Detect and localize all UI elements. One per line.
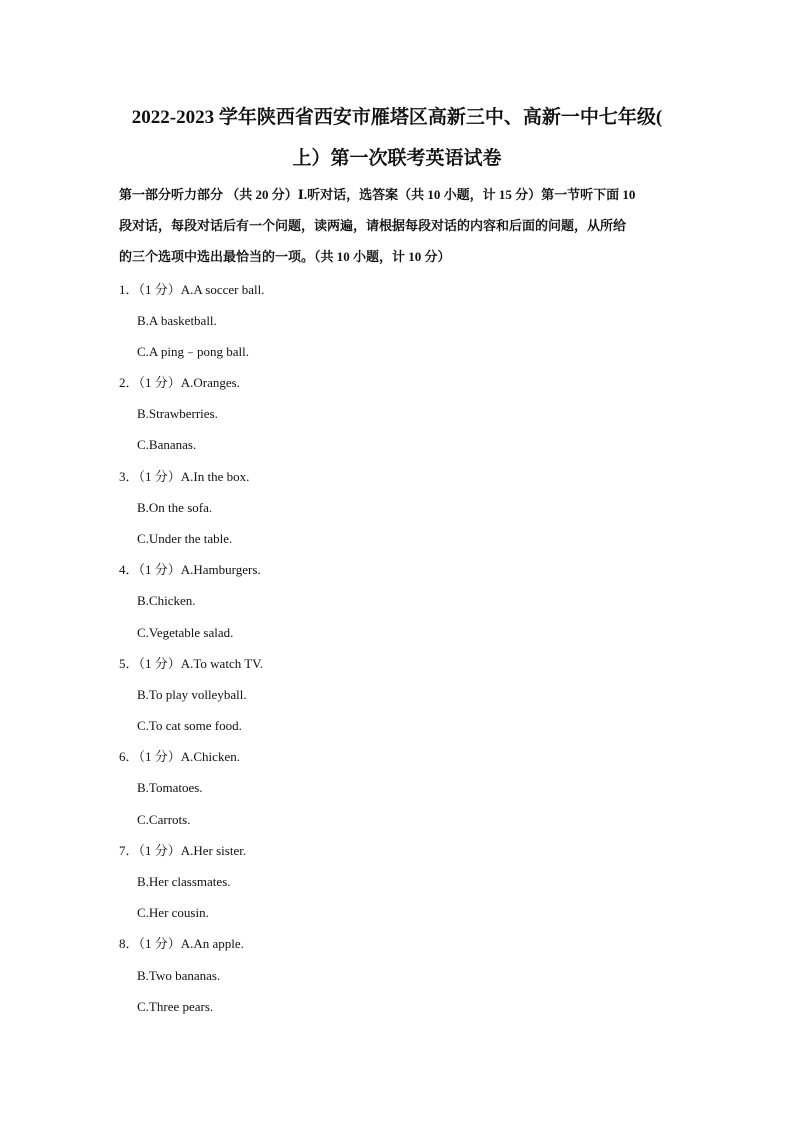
question-4-option-b: B.Chicken. — [137, 593, 196, 608]
question-6-option-c: C.Carrots. — [137, 812, 191, 827]
question-2-option-b: B.Strawberries. — [137, 406, 218, 421]
section-intro-line-1: 第一部分听力部分 （共 20 分）Ⅰ.听对话，选答案（共 10 小题，计 15 分）第一节听下面 10 — [119, 187, 636, 202]
question-8-option-c: C.Three pears. — [137, 999, 214, 1014]
exam-title-line-2: 上）第一次联考英语试卷 — [292, 148, 502, 169]
section-intro-line-3: 的三个选项中选出最恰当的一项。（共 10 小题，计 10 分） — [119, 249, 451, 264]
question-8: 8．（1 分）A.An apple. — [119, 936, 244, 951]
question-6-option-b: B.Tomatoes. — [137, 780, 203, 795]
section-intro-line-2: 段对话，每段对话后有一个问题，读两遍，请根据每段对话的内容和后面的问题，从所给 — [119, 218, 627, 233]
question-1: 1．（1 分）A.A soccer ball. — [119, 282, 265, 297]
question-2: 2．（1 分）A.Oranges. — [119, 375, 240, 390]
question-7: 7．（1 分）A.Her sister. — [119, 843, 247, 858]
question-1-option-c: C.A ping﹣pong ball. — [137, 344, 249, 359]
question-8-option-b: B.Two bananas. — [137, 968, 221, 983]
question-3-option-b: B.On the sofa. — [137, 500, 213, 515]
question-1-option-b: B.A basketball. — [137, 313, 217, 328]
exam-title-line-1: 2022-2023 学年陕西省西安市雁塔区高新三中、高新一中七年级( — [131, 107, 663, 128]
question-6: 6．（1 分）A.Chicken. — [119, 749, 240, 764]
question-5-option-c: C.To cat some food. — [137, 718, 242, 733]
question-7-option-c: C.Her cousin. — [137, 905, 209, 920]
question-3: 3．（1 分）A.In the box. — [119, 469, 250, 484]
question-4-option-c: C.Vegetable salad. — [137, 625, 234, 640]
question-5: 5．（1 分）A.To watch TV. — [119, 656, 264, 671]
question-3-option-c: C.Under the table. — [137, 531, 233, 546]
question-5-option-b: B.To play volleyball. — [137, 687, 247, 702]
question-7-option-b: B.Her classmates. — [137, 874, 231, 889]
question-4: 4．（1 分）A.Hamburgers. — [119, 562, 261, 577]
question-2-option-c: C.Bananas. — [137, 437, 197, 452]
